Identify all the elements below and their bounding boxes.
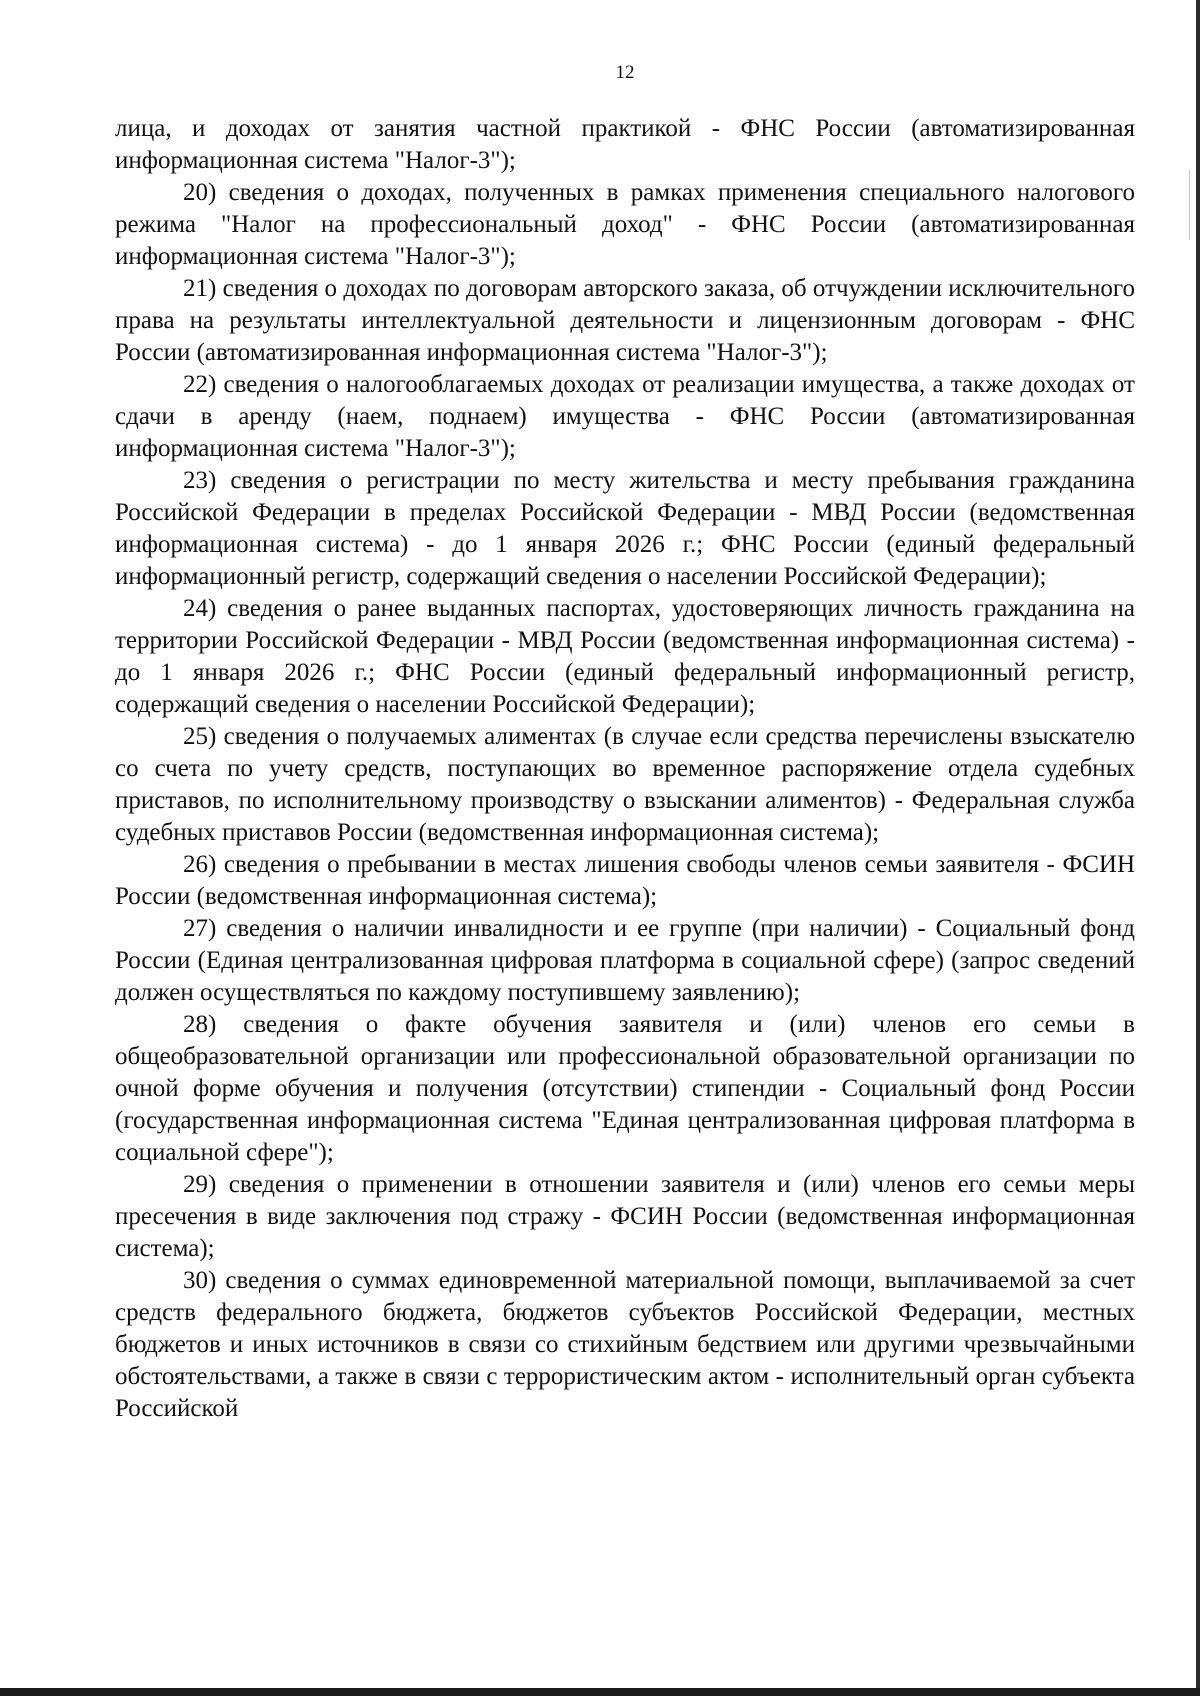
- page-number: 12: [615, 62, 635, 83]
- list-item-24: 24) сведения о ранее выданных паспортах, удостоверяющих личность гражданина на территории Российской Федерации - МВД России (ведомственная информационная система) - до 1 января 2026 г.; ФНС России (единый федеральный информационный регистр, содержащий сведения о населении Российской Федерации);: [115, 595, 1135, 718]
- paragraph-continuation: лица, и доходах от занятия частной практикой - ФНС России (автоматизированная информационная система "Налог-3");: [115, 115, 1135, 174]
- scan-edge-bottom: [0, 1688, 1200, 1696]
- scan-edge-right: [1196, 0, 1200, 1696]
- list-item-23: 23) сведения о регистрации по месту жительства и месту пребывания гражданина Российской Федерации в пределах Российской Федерации - МВД России (ведомственная информационная система) - до 1 января 2026 г.; ФНС России (единый федеральный информационный регистр, содержащий сведения о населении Российской Федерации);: [115, 467, 1135, 590]
- list-item-25: 25) сведения о получаемых алиментах (в случае если средства перечислены взыскателю со счета по учету средств, поступающих во временное распоряжение отдела судебных приставов, по исполнительному производству о взыскании алиментов) - Федеральная служба судебных приставов России (ведомственная информационная система);: [115, 723, 1135, 846]
- list-item-22: 22) сведения о налогооблагаемых доходах от реализации имущества, а также доходах от сдачи в аренду (наем, поднаем) имущества - ФНС России (автоматизированная информационная система "Налог-3");: [115, 371, 1135, 462]
- document-body: [115, 113, 1135, 1425]
- list-item-29: 29) сведения о применении в отношении заявителя и (или) членов его семьи меры пресечения в виде заключения под стражу - ФСИН России (ведомственная информационная система);: [115, 1171, 1135, 1262]
- list-item-28: 28) сведения о факте обучения заявителя и (или) членов его семьи в общеобразовательной организации или профессиональной образовательной организации по очной форме обучения и получения (отсутствии) стипендии - Социальный фонд России (государственная информационная система "Единая централизованная цифровая платформа в социальной сфере");: [115, 1011, 1135, 1166]
- list-item-20: 20) сведения о доходах, полученных в рамках применения специального налогового режима "Налог на профессиональный доход" - ФНС России (автоматизированная информационная система "Налог-3");: [115, 179, 1135, 270]
- scan-artifact-mark: [1189, 170, 1190, 240]
- list-item-30: 30) сведения о суммах единовременной материальной помощи, выплачиваемой за счет средств федерального бюджета, бюджетов субъектов Российской Федерации, местных бюджетов и иных источников в связи со стихийным бедствием или другими чрезвычайными обстоятельствами, а также в связи с террористическим актом - исполнительный орган субъекта Российской: [115, 1267, 1135, 1422]
- list-item-21: 21) сведения о доходах по договорам авторского заказа, об отчуждении исключительного права на результаты интеллектуальной деятельности и лицензионным договорам - ФНС России (автоматизированная информационная система "Налог-3");: [115, 275, 1135, 366]
- list-item-27: 27) сведения о наличии инвалидности и ее группе (при наличии) - Социальный фонд России (Единая централизованная цифровая платформа в социальной сфере) (запрос сведений должен осуществляться по каждому поступившему заявлению);: [115, 915, 1135, 1006]
- list-item-26: 26) сведения о пребывании в местах лишения свободы членов семьи заявителя - ФСИН России (ведомственная информационная система);: [115, 851, 1135, 910]
